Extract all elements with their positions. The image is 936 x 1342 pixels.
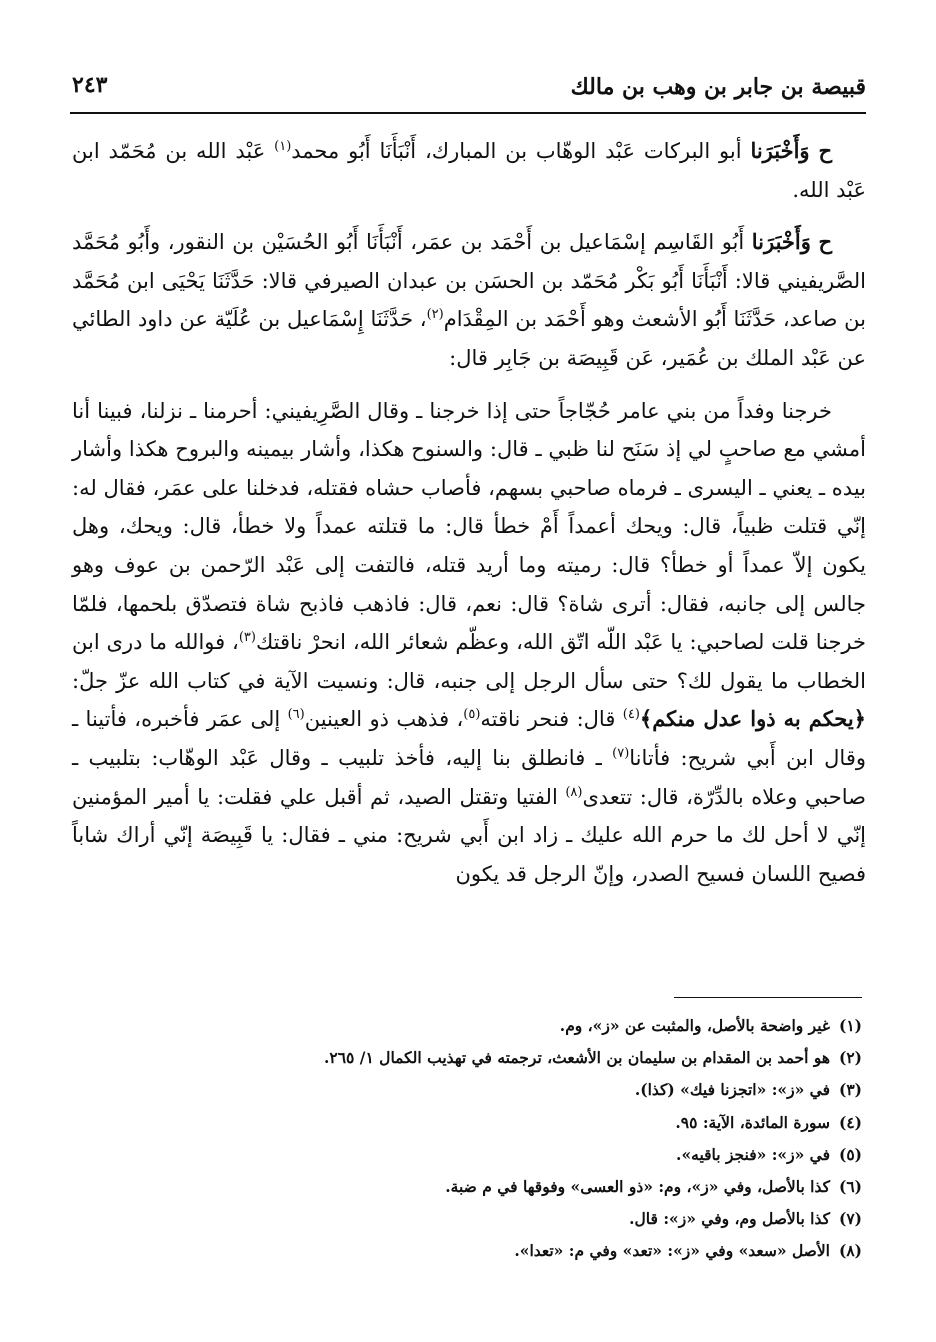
- footnote-text: غير واضحة بالأصل، والمثبت عن «ز»، وم.: [559, 1016, 830, 1035]
- paragraph-text: قال: فنحر ناقته: [480, 707, 623, 732]
- footnote-number: (٦): [838, 1177, 862, 1197]
- footnote-number: (٨): [838, 1241, 862, 1261]
- footnote-ref-4: (٤): [622, 707, 640, 723]
- footnote-text: في «ز»: «فنجز باقيه».: [676, 1144, 830, 1164]
- ha-symbol: ح: [818, 229, 832, 255]
- footnote-number: (٧): [838, 1209, 862, 1229]
- footnote-ref-8: (٨): [565, 784, 583, 800]
- footnote-ref-5: (٥): [463, 707, 481, 723]
- paragraph-text: ـ فانطلق بنا إليه، فأخذ تلبيب ـ وقال عَبْد الوهّاب: بتلبيب ـ صاحبي وعلاه بالدِّرّة، قال: تتعدى: [72, 745, 866, 809]
- running-title: قبيصة بن جابر بن وهب بن مالك: [570, 74, 866, 100]
- footnotes: [80, 1010, 862, 1268]
- paragraph-text: ، فذهب ذو العينين: [304, 707, 464, 732]
- footnote-item: [80, 1203, 862, 1235]
- paragraph-text: خرجنا وفداً من بني عامر حُجّاجاً حتى إذا خرجنا ـ وقال الصَّرِيفيني: أحرمنا ـ نزلنا، فبينا أنا أمشي مع صاحبٍ لي إذ سَنَح لنا ظبي ـ قال: والسنوح هكذا، وأشار بيمينه والبروح هكذا وأشار بيده ـ يعني ـ اليسرى ـ فرماه صاحبي بسهم، فأصاب حشاه فقتله، فدخلنا على عمَر، فقال له: إنّي قتلت ظبياً، قال: ويحك أعمداً أَمْ خطأ قال: ما قتلته عمداً ولا خطأ، قال: ويحك، وهل يكون إلاّ عمداً أو خطأ؟ قال: رميته وما أريد قتله، فالتفت إلى عَبْد الرّحمن بن عوف وهو جالس إلى جانبه، فقال: أترى شاة؟ قال: نعم، قال: فاذهب فاذبح شاة فتصدّق بلحمها، فلمّا خرجنا قلت لصاحبي: يا عَبْد اللّه اتّق الله، وعظّم شعائر الله، انحرْ ناقتك: [72, 398, 867, 655]
- paragraph-text: ، فوالله ما درى ابن الخطاب ما يقول لك؟ حتى سأل الرجل إلى جنبه، قال: ونسيت الآية في كتاب الله عزّ جلّ:: [72, 630, 866, 693]
- footnote-item: [80, 1235, 862, 1267]
- footnote-item: [80, 1139, 862, 1171]
- paragraph-3: [72, 392, 866, 894]
- footnote-item: [80, 1107, 862, 1139]
- page-header: [72, 60, 866, 108]
- footnote-item: [80, 1171, 862, 1203]
- footnote-text: كذا بالأصل وم، وفي «ز»: قال.: [629, 1209, 830, 1229]
- paragraph-2: [72, 223, 866, 377]
- footnote-text: في «ز»: «اتجزنا فيك» (كذا).: [634, 1080, 830, 1100]
- paragraph-text: أَبُو القَاسِم إسْمَاعيل بن أَحْمَد بن عمَر، أَنْبَأَنَا أَبُو الحُسَيْن بن النقور، وأَبُو مُحَمَّد الصَّريفيني قالا: أَنْبَأَنَا أَبُو بَكْر مُحَمّد بن الحسَن بن عبدان الصيرفي قالا: حَدَّثَنَا يَحْيَى ابن مُحَمَّد بن صاعد، حَدَّثَنَا أَبُو الأشعث وهو أَحْمَد بن المِقْدَام: [72, 230, 867, 332]
- footnote-item: [80, 1042, 862, 1074]
- footnote-number: (٥): [838, 1144, 862, 1164]
- footnote-ref-6: (٦): [287, 707, 305, 723]
- footnote-item: [80, 1010, 862, 1042]
- page-number: ٢٤٣: [72, 72, 108, 98]
- footnote-number: (٣): [838, 1080, 862, 1100]
- footnote-rule: [674, 997, 862, 998]
- header-rule: [70, 112, 866, 114]
- paragraph-text: عَبْد الله بن مُحَمّد ابن عَبْد الله.: [72, 139, 866, 202]
- footnote-ref-3: (٣): [238, 630, 256, 646]
- footnote-number: (٤): [838, 1112, 862, 1132]
- paragraph-text: إلى عمَر فأخبره، فأتينا ـ وقال ابن أَبي شريح: فأتانا: [72, 707, 867, 770]
- footnote-item: [80, 1074, 862, 1106]
- main-text: [72, 132, 866, 893]
- akhbarana-word: وَأَخْبَرَنا: [750, 138, 810, 163]
- footnote-text: كذا بالأصل، وفي «ز»، وم: «ذو العسى» وفوقها في م ضبة.: [445, 1177, 830, 1197]
- footnote-ref-2: (٢): [426, 307, 444, 323]
- footnote-number: (١): [838, 1016, 862, 1035]
- akhbarana-word: وَأَخْبَرَنا: [751, 229, 811, 255]
- footnote-text: هو أحمد بن المقدام بن سليمان بن الأشعث، ترجمته في تهذيب الكمال ١/ ٢٦٥.: [324, 1048, 830, 1068]
- paragraph-text: أبو البركات عَبْد الوهّاب بن المبارك، أَنْبَأَنَا أَبُو محمد: [291, 139, 751, 163]
- footnote-number: (٢): [838, 1048, 862, 1068]
- paragraph-text: ، حَدَّثَنَا إِسْمَاعيل بن عُلَيّة عن داود الطائي عن عَبْد الملك بن عُمَير، عَن قَبِيصَة بن جَابِر قال:: [72, 307, 866, 370]
- quran-quote: ﴿يحكم به ذوا عدل منكم﴾: [639, 706, 866, 732]
- ha-symbol: ح: [818, 138, 832, 163]
- paragraph-text: الفتيا وتقتل الصيد، ثم أقبل علي فقلت: يا أمير المؤمنين إنّي لا أحل لك ما حرم الله عليك ـ زاد ابن أَبي شريح: مني ـ فقال: يا قَبِيصَة إنّي أراك شاباً فصيح اللسان فسيح الصدر، وإنّ الرجل قد يكون: [72, 784, 866, 886]
- footnote-text: سورة المائدة، الآية: ٩٥.: [675, 1112, 830, 1132]
- footnote-ref-7: (٧): [612, 745, 630, 761]
- paragraph-1: [72, 132, 866, 209]
- footnote-ref-1: (١): [274, 139, 292, 154]
- footnote-text: الأصل «سعد» وفي «ز»: «تعد» وفي م: «تعدا».: [514, 1241, 830, 1261]
